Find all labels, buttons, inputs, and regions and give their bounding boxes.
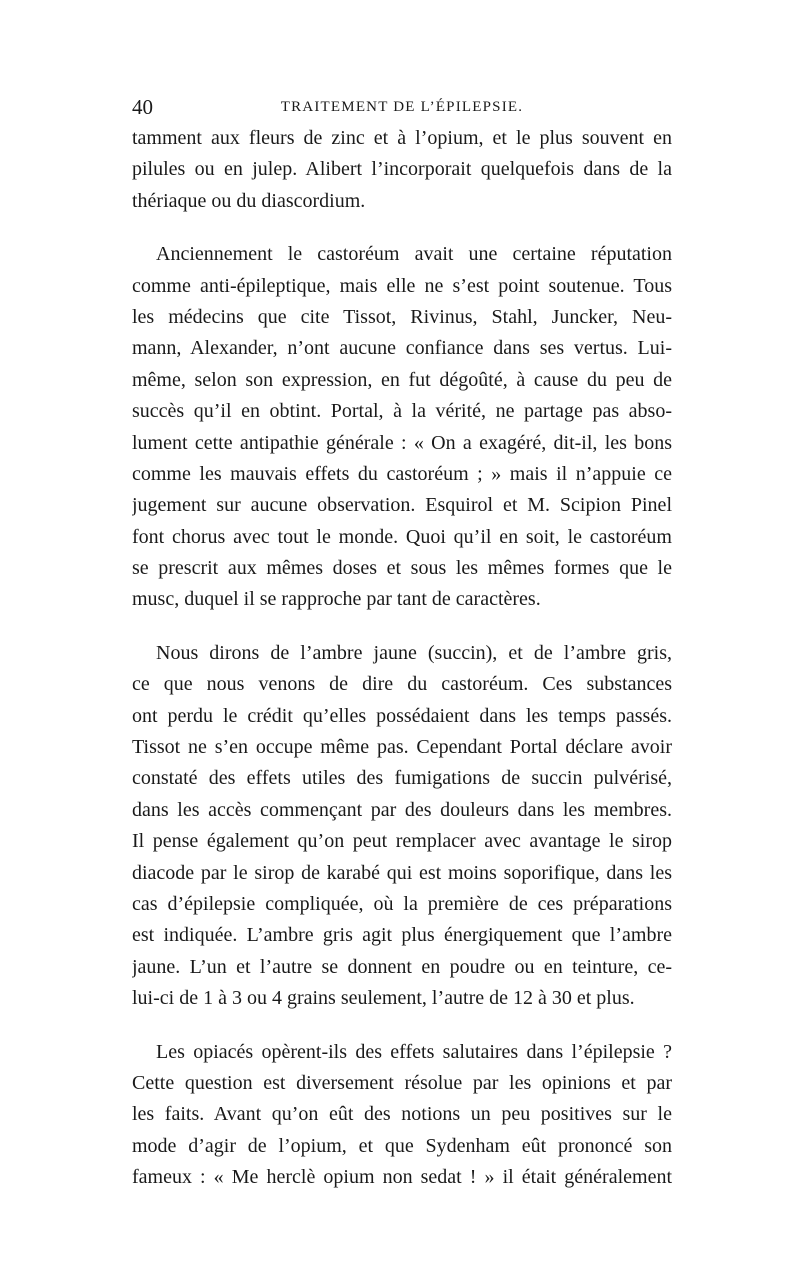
text-line: thériaque ou du diascordium. xyxy=(132,189,366,212)
text-line: font chorus avec tout le monde. Quoi qu’il en soit, le castoréum xyxy=(132,525,672,548)
text-line: jugement sur aucune observation. Esquirol et M. Scipion Pinel xyxy=(132,494,672,517)
text-line: Anciennement le castoréum avait une certaine réputation xyxy=(156,243,672,266)
text-line: Tissot ne s’en occupe même pas. Cependant Portal déclare avoir xyxy=(132,736,672,759)
body-text xyxy=(132,123,672,1194)
text-line: lument cette antipathie générale : « On a exagéré, dit-il, les bons xyxy=(132,431,672,454)
text-line: mode d’agir de l’opium, et que Sydenham eût prononcé son xyxy=(132,1134,672,1157)
text-line: est indiquée. L’ambre gris agit plus énergiquement que l’ambre xyxy=(132,924,672,947)
text-line: même, selon son expression, en fut dégoûté, à cause du peu de xyxy=(132,368,672,391)
text-line: Les opiacés opèrent-ils des effets salutaires dans l’épilepsie ? xyxy=(156,1040,672,1063)
text-line: les médecins que cite Tissot, Rivinus, Stahl, Juncker, Neu- xyxy=(132,305,672,328)
text-line: constaté des effets utiles des fumigations de succin pulvérisé, xyxy=(132,767,672,790)
page-header xyxy=(132,92,672,122)
text-line: ont perdu le crédit qu’elles possédaient dans les temps passés. xyxy=(132,704,672,727)
page-number: 40 xyxy=(132,95,153,119)
text-line: succès qu’il en obtint. Portal, à la vérité, ne partage pas abso- xyxy=(132,400,672,423)
text-line: Il pense également qu’on peut remplacer avec avantage le sirop xyxy=(132,830,672,853)
paragraph xyxy=(132,1037,672,1194)
paragraph xyxy=(132,638,672,1015)
text-line: ce que nous venons de dire du castoréum. Ces substances xyxy=(132,673,672,696)
text-line: pilules ou en julep. Alibert l’incorporait quelquefois dans de la xyxy=(132,158,672,181)
text-line: Nous dirons de l’ambre jaune (succin), et de l’ambre gris, xyxy=(156,641,672,664)
text-line: lui-ci de 1 à 3 ou 4 grains seulement, l’autre de 12 à 30 et plus. xyxy=(132,987,635,1010)
text-line: Cette question est diversement résolue par les opinions et par xyxy=(132,1071,672,1094)
text-line: se prescrit aux mêmes doses et sous les mêmes formes que le xyxy=(132,557,672,580)
text-line: diacode par le sirop de karabé qui est moins soporifique, dans les xyxy=(132,861,672,884)
text-line: comme anti-épileptique, mais elle ne s’est point soutenue. Tous xyxy=(132,274,672,297)
text-line: fameux : « Me herclè opium non sedat ! » il était généralement xyxy=(132,1166,672,1189)
text-line: dans les accès commençant par des douleurs dans les membres. xyxy=(132,798,672,821)
paragraph xyxy=(132,123,672,217)
text-line: musc, duquel il se rapproche par tant de caractères. xyxy=(132,588,541,611)
text-line: jaune. L’un et l’autre se donnent en poudre ou en teinture, ce- xyxy=(132,955,672,978)
running-title: TRAITEMENT DE L’ÉPILEPSIE. xyxy=(280,99,524,115)
text-line: les faits. Avant qu’on eût des notions un peu positives sur le xyxy=(132,1103,672,1126)
paragraph xyxy=(132,239,672,616)
text-line: mann, Alexander, n’ont aucune confiance dans ses vertus. Lui- xyxy=(132,337,672,360)
text-line: comme les mauvais effets du castoréum ; » mais il n’appuie ce xyxy=(132,462,672,485)
text-line: cas d’épilepsie compliquée, où la première de ces préparations xyxy=(132,892,672,915)
text-line: tamment aux fleurs de zinc et à l’opium, et le plus souvent en xyxy=(132,127,672,149)
